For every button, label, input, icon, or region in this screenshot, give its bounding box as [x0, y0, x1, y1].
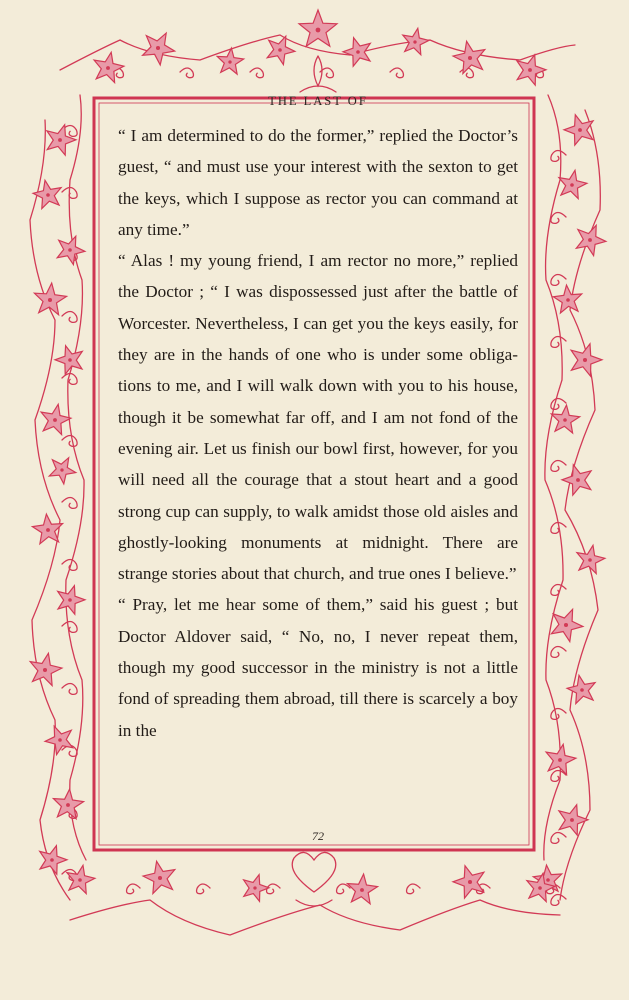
page-number: 72	[312, 829, 324, 843]
star-center	[570, 183, 574, 187]
star-center	[316, 28, 321, 33]
star-center	[468, 880, 472, 884]
vine-curl	[551, 709, 566, 720]
star-center	[538, 886, 542, 890]
star-center	[43, 668, 47, 672]
vine-curl	[62, 560, 77, 571]
star-center	[228, 60, 231, 63]
star-center	[106, 66, 110, 70]
star-center	[528, 68, 532, 72]
star-center	[356, 50, 360, 54]
vine	[544, 95, 563, 860]
star-center	[46, 528, 50, 532]
star-center	[580, 688, 584, 692]
star-center	[58, 138, 62, 142]
vine-curl	[250, 68, 263, 78]
vine-curl	[551, 399, 566, 410]
star-center	[570, 818, 574, 822]
vine-curl	[62, 312, 77, 323]
vine-curl	[390, 68, 403, 78]
vine-curl	[551, 833, 566, 844]
paragraph-3: “ Pray, let me hear some of them,” said his guest ; but Doctor Aldover said, “ No, no, I never repeat them, though my good successor in the ministry is not a little fond of spreading them abroad, till there is scarcely a boy in the	[118, 595, 518, 740]
vine-curl	[62, 684, 77, 695]
star-center	[68, 598, 72, 602]
paragraph-2: “ Alas ! my young friend, I am rector no more,” replied the Doctor ; “ I was dispossessed just after the battle of Worcester. Nevertheless, I can get you the keys easily, for they are in the hands of one who is under some obligations to me, and I will walk down with you to his house, though it be somewhat far off, and I am not fond of the evening air. Let us finish our bowl first, however, for you will need all the courage that a stout heart and a good strong cup can supply, to walk amidst those old aisles and ghostly-looking monuments at midnight. There are strange stories about that church, and true ones I believe.”	[118, 251, 518, 584]
vine-curl	[337, 884, 350, 894]
vine	[60, 35, 575, 70]
star-center	[278, 48, 282, 52]
star-center	[66, 803, 70, 807]
heart-flourish	[296, 900, 332, 906]
vine-curl	[551, 585, 566, 596]
paragraph-1: “ I am determined to do the former,” replied the Doctor’s guest, “ and must use your interest with the sexton to get the keys, which I suppose as rector you can command at any time.”	[118, 126, 518, 239]
star-center	[58, 738, 62, 742]
vine-curl	[551, 647, 566, 658]
star-center	[53, 418, 57, 422]
vine-curl	[267, 884, 280, 894]
star-center	[360, 888, 364, 892]
vine-curl	[407, 884, 420, 894]
vine-curl	[551, 337, 566, 348]
vine	[30, 120, 70, 900]
star-center	[578, 128, 582, 132]
vine-curl	[551, 275, 566, 286]
star-center	[158, 876, 162, 880]
star-center	[48, 298, 52, 302]
vine-curl	[551, 461, 566, 472]
star-center	[50, 858, 54, 862]
vine-curl	[62, 622, 77, 633]
star-center	[588, 238, 592, 242]
star-center	[60, 468, 63, 471]
star-center	[583, 358, 587, 362]
star-center	[68, 248, 72, 252]
star-center	[563, 418, 567, 422]
star-center	[558, 758, 562, 762]
vine-curl	[197, 884, 210, 894]
vine-curl	[551, 213, 566, 224]
star-center	[588, 558, 592, 562]
star-center	[564, 623, 568, 627]
running-head: THE LAST OF	[268, 94, 368, 108]
star-center	[566, 298, 570, 302]
star-center	[156, 46, 160, 50]
vine-curl	[551, 151, 566, 162]
star-center	[68, 358, 72, 362]
heart-motif	[292, 852, 336, 892]
star-center	[413, 40, 416, 43]
star-center	[468, 56, 472, 60]
vine-curl	[62, 436, 77, 447]
star-center	[546, 878, 550, 882]
vine-curl	[551, 895, 566, 906]
star-center	[253, 886, 256, 889]
vine-curl	[62, 498, 77, 509]
body-text	[118, 120, 518, 746]
vine	[70, 900, 560, 935]
star-center	[576, 478, 580, 482]
star-center	[78, 878, 82, 882]
vine-curl	[127, 884, 140, 894]
text-block	[118, 86, 518, 848]
vine-curl	[180, 68, 193, 78]
star-center	[46, 193, 50, 197]
